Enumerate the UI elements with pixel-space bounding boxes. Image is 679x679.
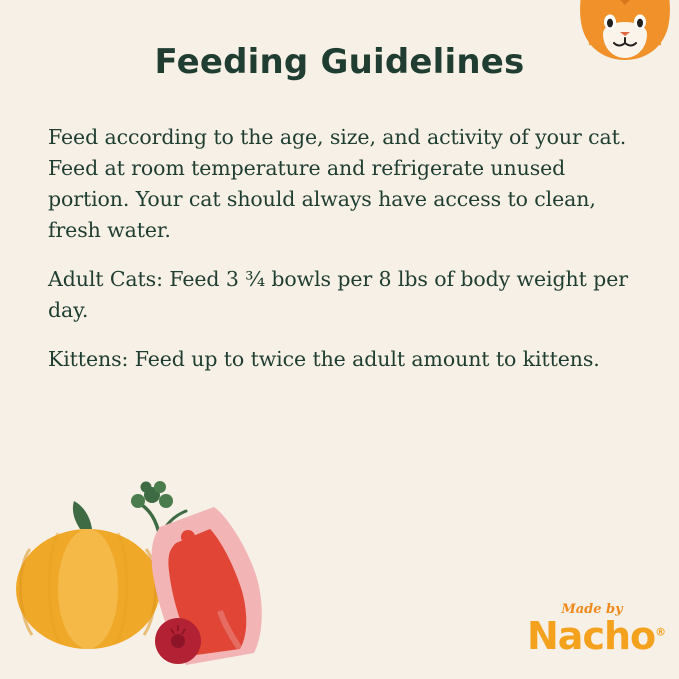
brand-logo: [527, 602, 667, 658]
pumpkin-stem: [73, 501, 92, 529]
registered-mark: ®: [655, 625, 667, 639]
feeding-instructions: [48, 122, 632, 375]
paragraph-general: Feed according to the age, size, and activity of your cat. Feed at room temperature and refrigerate unused portion. Your cat should always have access to clean, fresh water.: [48, 125, 627, 242]
brand-name-text: Nacho: [527, 614, 656, 658]
page-title: Feeding Guidelines: [154, 42, 525, 82]
pumpkin-icon: [16, 529, 160, 649]
ingredients-illustration: [10, 471, 340, 671]
brand-name: [527, 614, 667, 658]
paragraph-kittens: Kittens: Feed up to twice the adult amount to kittens.: [48, 347, 600, 371]
cranberry-icon: [155, 618, 201, 664]
brand-made-by-label: Made by: [561, 602, 623, 617]
paragraph-adult-cats: Adult Cats: Feed 3 ¾ bowls per 8 lbs of body weight per day.: [48, 267, 628, 322]
